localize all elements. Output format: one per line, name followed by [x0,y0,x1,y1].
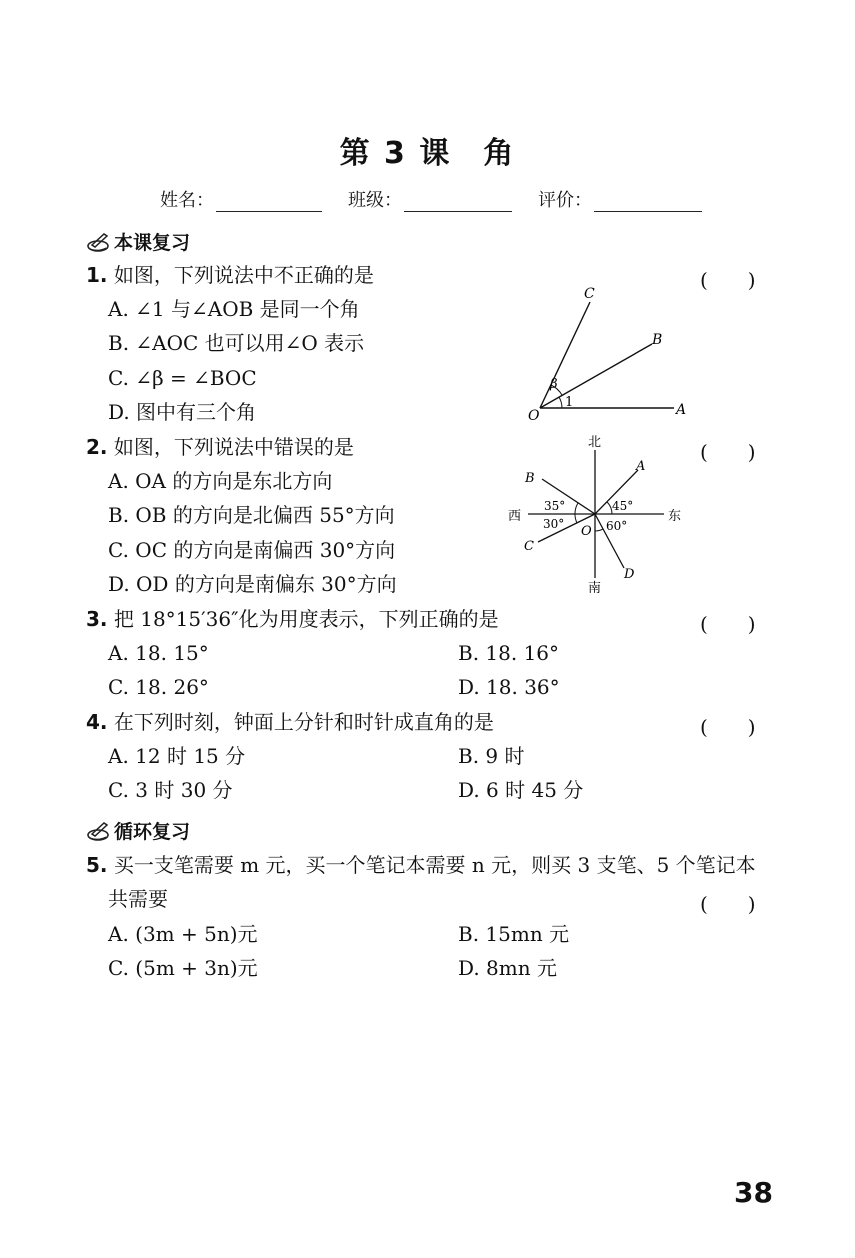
name-field[interactable] [160,186,322,212]
option-b[interactable]: B. OB 的方向是北偏西 55°方向 [108,503,395,527]
pen-notebook-icon [86,231,112,253]
class-blank[interactable] [404,191,512,212]
arc-60 [595,529,603,531]
question-text: 如图，下列说法中错误的是 [107,435,354,459]
answer-bracket[interactable]: ( ) [700,268,756,292]
arc-1 [559,397,562,408]
label-b: B [652,332,663,348]
eval-field[interactable] [538,186,702,212]
label-30-degrees: 30° [543,517,565,531]
option-d[interactable]: D. 18. 36° [458,675,560,699]
label-north: 北 [588,435,602,450]
option-b[interactable]: B. 15mn 元 [458,922,570,946]
question-text: 在下列时刻，钟面上分针和时针成直角的是 [107,710,494,734]
section-cycle-label: 循环复习 [114,821,191,843]
label-south: 南 [588,581,602,596]
question-number: 4. [86,710,108,734]
option-a[interactable]: A. ∠1 与∠AOB 是同一个角 [108,297,360,321]
answer-bracket[interactable]: ( ) [700,440,756,464]
label-east: 东 [668,509,682,524]
section-review-heading [86,228,190,255]
label-d: D [624,567,635,582]
label-west: 西 [508,509,522,524]
ray-ob [540,344,652,408]
question-5-stem-continued: 共需要 [108,887,168,911]
question-3-stem [86,602,499,636]
option-c[interactable]: C. 18. 26° [108,675,209,699]
question-text: 把 18°15′36″化为用度表示，下列正确的是 [107,607,499,631]
section-cycle-heading [86,817,190,844]
question-1-stem [86,258,374,292]
question-text: 如图，下列说法中不正确的是 [107,263,374,287]
label-b: B [525,471,535,486]
eval-blank[interactable] [594,191,702,212]
arc-30 [575,514,577,523]
option-d[interactable]: D. OD 的方向是南偏东 30°方向 [108,572,397,596]
question-number: 2. [86,435,108,459]
label-45-degrees: 45° [612,499,634,513]
label-a: A [676,402,687,418]
question-number: 3. [86,607,108,631]
option-b[interactable]: B. 9 时 [458,744,525,768]
option-c[interactable]: C. ∠β = ∠BOC [108,366,257,390]
pen-notebook-icon [86,820,112,842]
option-a[interactable]: A. 18. 15° [108,641,209,665]
label-a: A [636,459,646,474]
ray-oc [540,302,590,408]
label-beta: β [550,377,558,392]
option-a[interactable]: A. 12 时 15 分 [108,744,246,768]
option-a[interactable]: A. (3m + 5n)元 [108,922,258,946]
name-label: 姓名： [160,190,214,211]
answer-bracket[interactable]: ( ) [700,892,756,916]
page-number: 38 [734,1176,773,1209]
option-d[interactable]: D. 6 时 45 分 [458,778,584,802]
label-60-degrees: 60° [606,519,628,533]
answer-bracket[interactable]: ( ) [700,612,756,636]
class-field[interactable] [348,186,512,212]
option-c[interactable]: C. 3 时 30 分 [108,778,233,802]
option-d[interactable]: D. 图中有三个角 [108,400,257,424]
label-o: O [581,524,592,539]
question-2-stem [86,430,354,464]
question-4-stem [86,705,494,739]
angle-figure-1 [520,284,700,424]
student-info-row [160,186,702,212]
question-text: 买一支笔需要 m 元，买一个笔记本需要 n 元，则买 3 支笔、5 个笔记本 [107,853,756,877]
option-b[interactable]: B. ∠AOC 也可以用∠O 表示 [108,331,365,355]
question-5-stem [86,848,756,882]
question-number: 5. [86,853,108,877]
option-c[interactable]: C. (5m + 3n)元 [108,956,258,980]
option-c[interactable]: C. OC 的方向是南偏西 30°方向 [108,538,396,562]
label-c: C [524,539,534,554]
name-blank[interactable] [216,191,322,212]
arc-35 [575,503,578,514]
option-a[interactable]: A. OA 的方向是东北方向 [108,469,333,493]
eval-label: 评价： [538,190,592,211]
page-title: 第 3 课 角 [339,136,516,171]
label-o: O [528,408,540,424]
label-1: 1 [565,395,574,410]
section-review-label: 本课复习 [114,232,191,254]
answer-bracket[interactable]: ( ) [700,715,756,739]
compass-figure-2 [500,432,700,598]
option-b[interactable]: B. 18. 16° [458,641,560,665]
label-c: C [584,286,595,302]
option-d[interactable]: D. 8mn 元 [458,956,557,980]
class-label: 班级： [348,190,402,211]
question-number: 1. [86,263,108,287]
label-35-degrees: 35° [544,499,566,513]
